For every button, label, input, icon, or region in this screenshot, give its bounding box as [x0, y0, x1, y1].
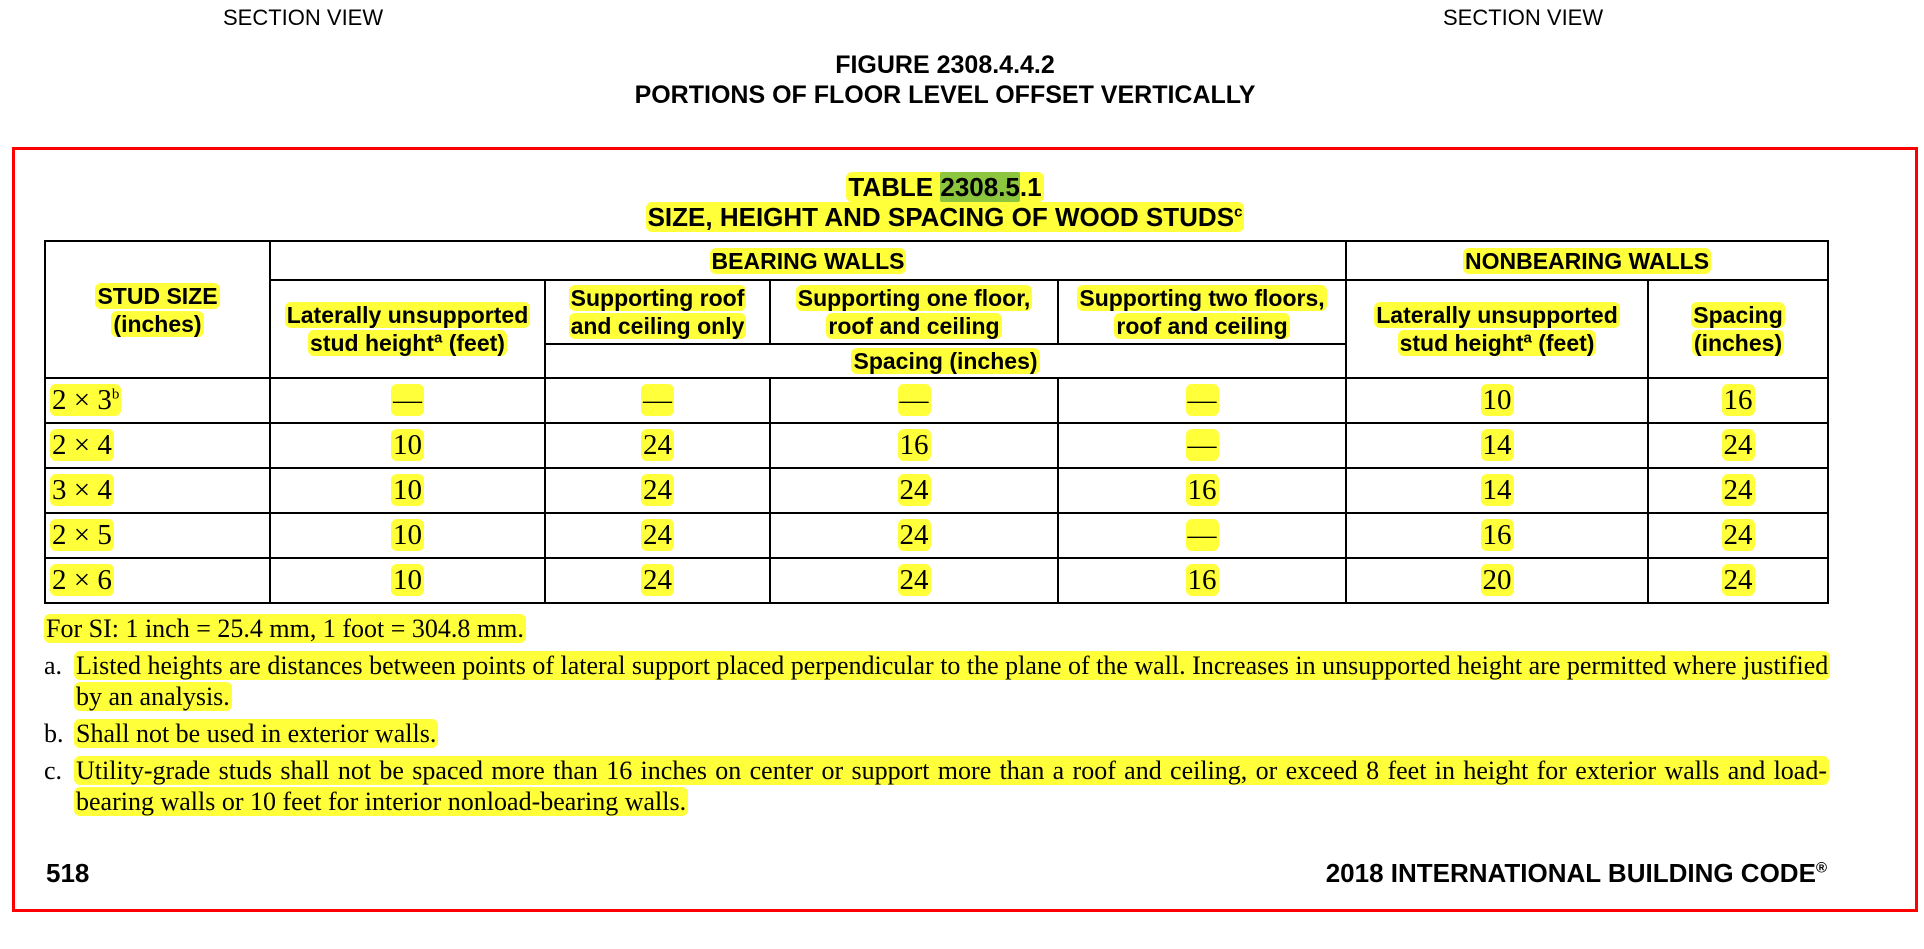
header-lateral-height: Laterally unsupported stud height$^a$ (feet) [270, 280, 545, 378]
cell-two-floors: 16 [1058, 558, 1346, 603]
note-a [44, 650, 1829, 712]
table-label-prefix: TABLE [848, 172, 941, 202]
cell-nb-height: 14 [1346, 423, 1648, 468]
header-supporting-one-floor: Supporting one floor, roof and ceiling [770, 280, 1058, 344]
cell-size: 2 × 4 [45, 423, 270, 468]
cell-two-floors: — [1058, 513, 1346, 558]
table-title-text: SIZE, HEIGHT AND SPACING OF WOOD STUDS [647, 202, 1235, 232]
figure-number: FIGURE 2308.4.4.2 [835, 51, 1055, 79]
header-stud-size: STUD SIZE (inches) [45, 241, 270, 378]
cell-two-floors: — [1058, 378, 1346, 423]
cell-nb-spacing: 16 [1648, 378, 1828, 423]
cell-size: 3 × 4 [45, 468, 270, 513]
cell-size: 2 × 6 [45, 558, 270, 603]
table-label-suffix: .1 [1019, 172, 1042, 202]
cell-roof: 24 [545, 468, 770, 513]
cell-nb-height: 20 [1346, 558, 1648, 603]
wood-studs-table [44, 240, 1829, 604]
header-nb-lateral-height: Laterally unsupported stud height$^a$ (feet) [1346, 280, 1648, 378]
cell-height: 10 [270, 423, 545, 468]
cell-one-floor: 16 [770, 423, 1058, 468]
note-b-label: b. [44, 719, 64, 748]
cell-one-floor: 24 [770, 513, 1058, 558]
cell-nb-spacing: 24 [1648, 468, 1828, 513]
header-spacing-inches: Spacing (inches) [545, 344, 1346, 378]
header-nb-spacing: Spacing (inches) [1648, 280, 1828, 378]
note-b [44, 718, 1829, 749]
note-si: For SI: 1 inch = 25.4 mm, 1 foot = 304.8 mm. [46, 614, 524, 643]
cell-nb-height: 10 [1346, 378, 1648, 423]
cell-roof: 24 [545, 423, 770, 468]
section-view-label-right: SECTION VIEW [1443, 5, 1604, 30]
cell-roof: 24 [545, 558, 770, 603]
cell-one-floor: 24 [770, 558, 1058, 603]
header-nonbearing-walls: NONBEARING WALLS [1346, 241, 1828, 280]
cell-two-floors: 16 [1058, 468, 1346, 513]
table-title [0, 202, 1890, 233]
table-row [45, 378, 1828, 423]
cell-nb-spacing: 24 [1648, 558, 1828, 603]
figure-title: PORTIONS OF FLOOR LEVEL OFFSET VERTICALLY [634, 81, 1256, 109]
cell-roof: — [545, 378, 770, 423]
note-c [44, 755, 1829, 817]
table-row [45, 513, 1828, 558]
table-title-footnote: c [1234, 203, 1243, 221]
cell-one-floor: 24 [770, 468, 1058, 513]
note-b-text: Shall not be used in exterior walls. [76, 719, 437, 748]
table-row [45, 468, 1828, 513]
cell-size: $2 \times 3^b$ [45, 378, 270, 423]
cell-nb-height: 16 [1346, 513, 1648, 558]
header-bearing-walls: BEARING WALLS [270, 241, 1346, 280]
note-c-label: c. [44, 756, 63, 785]
cell-roof: 24 [545, 513, 770, 558]
cell-nb-spacing: 24 [1648, 513, 1828, 558]
code-title: 2018 INTERNATIONAL BUILDING CODE® [1325, 858, 1827, 888]
table-row [45, 558, 1828, 603]
table-footnotes [44, 613, 1829, 823]
table-number [0, 172, 1890, 203]
cell-one-floor: — [770, 378, 1058, 423]
header-supporting-roof: Supporting roof and ceiling only [545, 280, 770, 344]
cell-nb-height: 14 [1346, 468, 1648, 513]
page-number: 518 [46, 858, 90, 888]
note-a-label: a. [44, 651, 63, 680]
table-row [45, 423, 1828, 468]
table-label-highlight: 2308.5 [940, 172, 1020, 202]
section-view-label-left: SECTION VIEW [223, 5, 384, 30]
cell-size: 2 × 5 [45, 513, 270, 558]
cell-height: 10 [270, 513, 545, 558]
cell-nb-spacing: 24 [1648, 423, 1828, 468]
header-supporting-two-floors: Supporting two floors, roof and ceiling [1058, 280, 1346, 344]
cell-height: 10 [270, 468, 545, 513]
note-a-text: Listed heights are distances between points of lateral support placed perpendicular to the plane of the wall. Increases in unsupported height are permitted where justified by an analysis. [76, 651, 1829, 711]
cell-two-floors: — [1058, 423, 1346, 468]
note-c-text: Utility-grade studs shall not be spaced more than 16 inches on center or support more than a roof and ceiling, or exceed 8 feet in height for exterior walls and load-bearing walls or 10 feet for interior nonload-bearing walls. [76, 756, 1827, 816]
registered-mark: ® [1815, 859, 1827, 877]
cell-height: — [270, 378, 545, 423]
cell-height: 10 [270, 558, 545, 603]
